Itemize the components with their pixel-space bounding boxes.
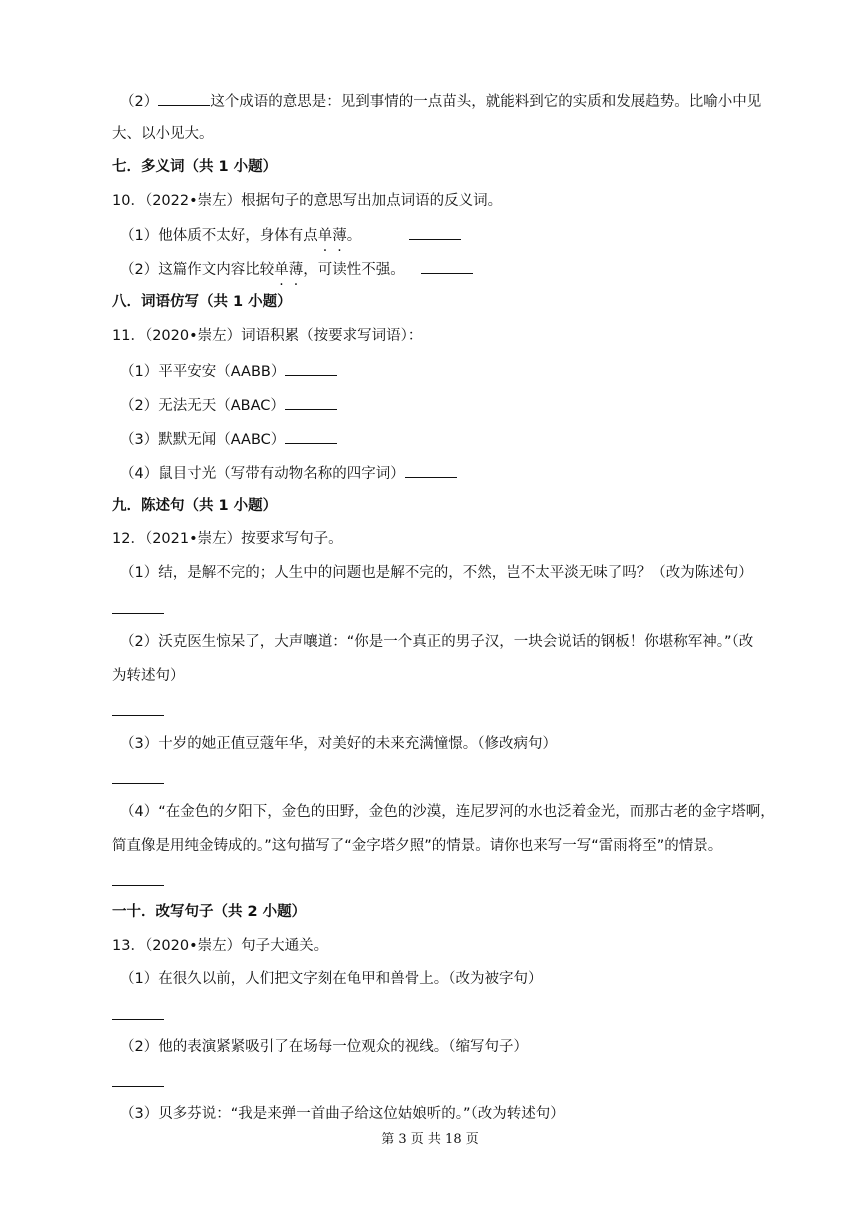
sentence-text: 。	[346, 228, 362, 244]
answer-line[interactable]	[112, 1085, 164, 1087]
answer-blank[interactable]	[285, 394, 337, 410]
section-title-10: 一十．改写句子（共 2 小题）	[112, 904, 307, 920]
sentence-text: （1）他体质不太好，身体有点	[120, 228, 318, 244]
q13-sub1: （1）在很久以前，人们把文字刻在龟甲和兽骨上。（改为被字句）	[120, 971, 543, 987]
q13-sub2: （2）他的表演紧紧吸引了在场每一位观众的视线。（缩写句子）	[120, 1039, 528, 1055]
answer-line[interactable]	[112, 714, 164, 716]
answer-line[interactable]	[112, 612, 164, 614]
page-number: 第 3 页 共 18 页	[381, 1132, 479, 1147]
section-title-7: 七．多义词（共 1 小题）	[112, 159, 278, 175]
q12-sub1: （1）结，是解不完的；人生中的问题也是解不完的，不然，岂不太平淡无味了吗？（改为陈述句）	[120, 565, 753, 581]
answer-line[interactable]	[112, 884, 164, 886]
emphasized-char: 单	[274, 262, 289, 278]
answer-line[interactable]	[112, 1018, 164, 1020]
answer-blank[interactable]	[158, 90, 210, 106]
emphasized-char: 单	[317, 228, 333, 244]
answer-blank[interactable]	[285, 428, 337, 444]
item-text: （3）默默无闻（AABC）	[120, 432, 286, 448]
q10-stem: 10．（2022•崇左）根据句子的意思写出加点词语的反义词。	[112, 193, 503, 209]
answer-blank[interactable]	[409, 224, 461, 240]
q11-item-1	[120, 360, 337, 382]
sub-label: （2）	[120, 94, 159, 110]
q12-sub2-line1: （2）沃克医生惊呆了，大声嚷道：“你是一个真正的男子汉，一块会说话的钢板！你堪称军神。”（改	[120, 634, 754, 650]
item-text: （1）平平安安（AABB）	[120, 364, 286, 380]
q10-sub1	[120, 224, 461, 246]
answer-blank[interactable]	[405, 462, 457, 478]
sentence-text: ，可读性不强。	[303, 262, 405, 278]
q9-sub2-text: 这个成语的意思是：见到事情的一点苗头，就能料到它的实质和发展趋势。比喻小中见	[210, 94, 762, 110]
answer-blank[interactable]	[421, 258, 473, 274]
q12-stem: 12．（2021•崇左）按要求写句子。	[112, 531, 343, 547]
q9-sub2-line1	[120, 90, 761, 112]
q12-sub2-line2: 为转述句）	[112, 668, 185, 684]
answer-blank[interactable]	[285, 360, 337, 376]
q13-stem: 13．（2020•崇左）句子大通关。	[112, 938, 329, 954]
q11-item-2	[120, 394, 337, 416]
q11-stem: 11．（2020•崇左）词语积累（按要求写词语）：	[112, 328, 423, 344]
section-title-8: 八．词语仿写（共 1 小题）	[112, 294, 292, 310]
q12-sub4-line2: 简直像是用纯金铸成的。”这句描写了“金字塔夕照”的情景。请你也来写一写“雷雨将至”的情景。	[112, 838, 723, 854]
emphasized-char: 薄	[288, 262, 304, 278]
q12-sub3: （3）十岁的她正值豆蔻年华，对美好的未来充满憧憬。（修改病句）	[120, 736, 557, 752]
answer-line[interactable]	[112, 782, 164, 784]
q10-sub2	[120, 258, 473, 280]
q9-sub2-line2: 大、以小见大。	[112, 126, 214, 142]
section-title-9: 九．陈述句（共 1 小题）	[112, 498, 278, 514]
emphasized-char: 薄	[332, 228, 347, 244]
sentence-text: （2）这篇作文内容比较	[120, 262, 275, 278]
q11-item-4	[120, 462, 457, 484]
item-text: （4）鼠目寸光（写带有动物名称的四字词）	[120, 466, 405, 482]
q13-sub3: （3）贝多芬说：“我是来弹一首曲子给这位姑娘听的。”（改为转述句）	[120, 1106, 565, 1122]
q11-item-3	[120, 428, 337, 450]
item-text: （2）无法无天（ABAC）	[120, 398, 285, 414]
q12-sub4-line1: （4）“在金色的夕阳下，金色的田野，金色的沙漠，连尼罗河的水也泛着金光，而那古老的金字塔啊，	[120, 804, 775, 820]
